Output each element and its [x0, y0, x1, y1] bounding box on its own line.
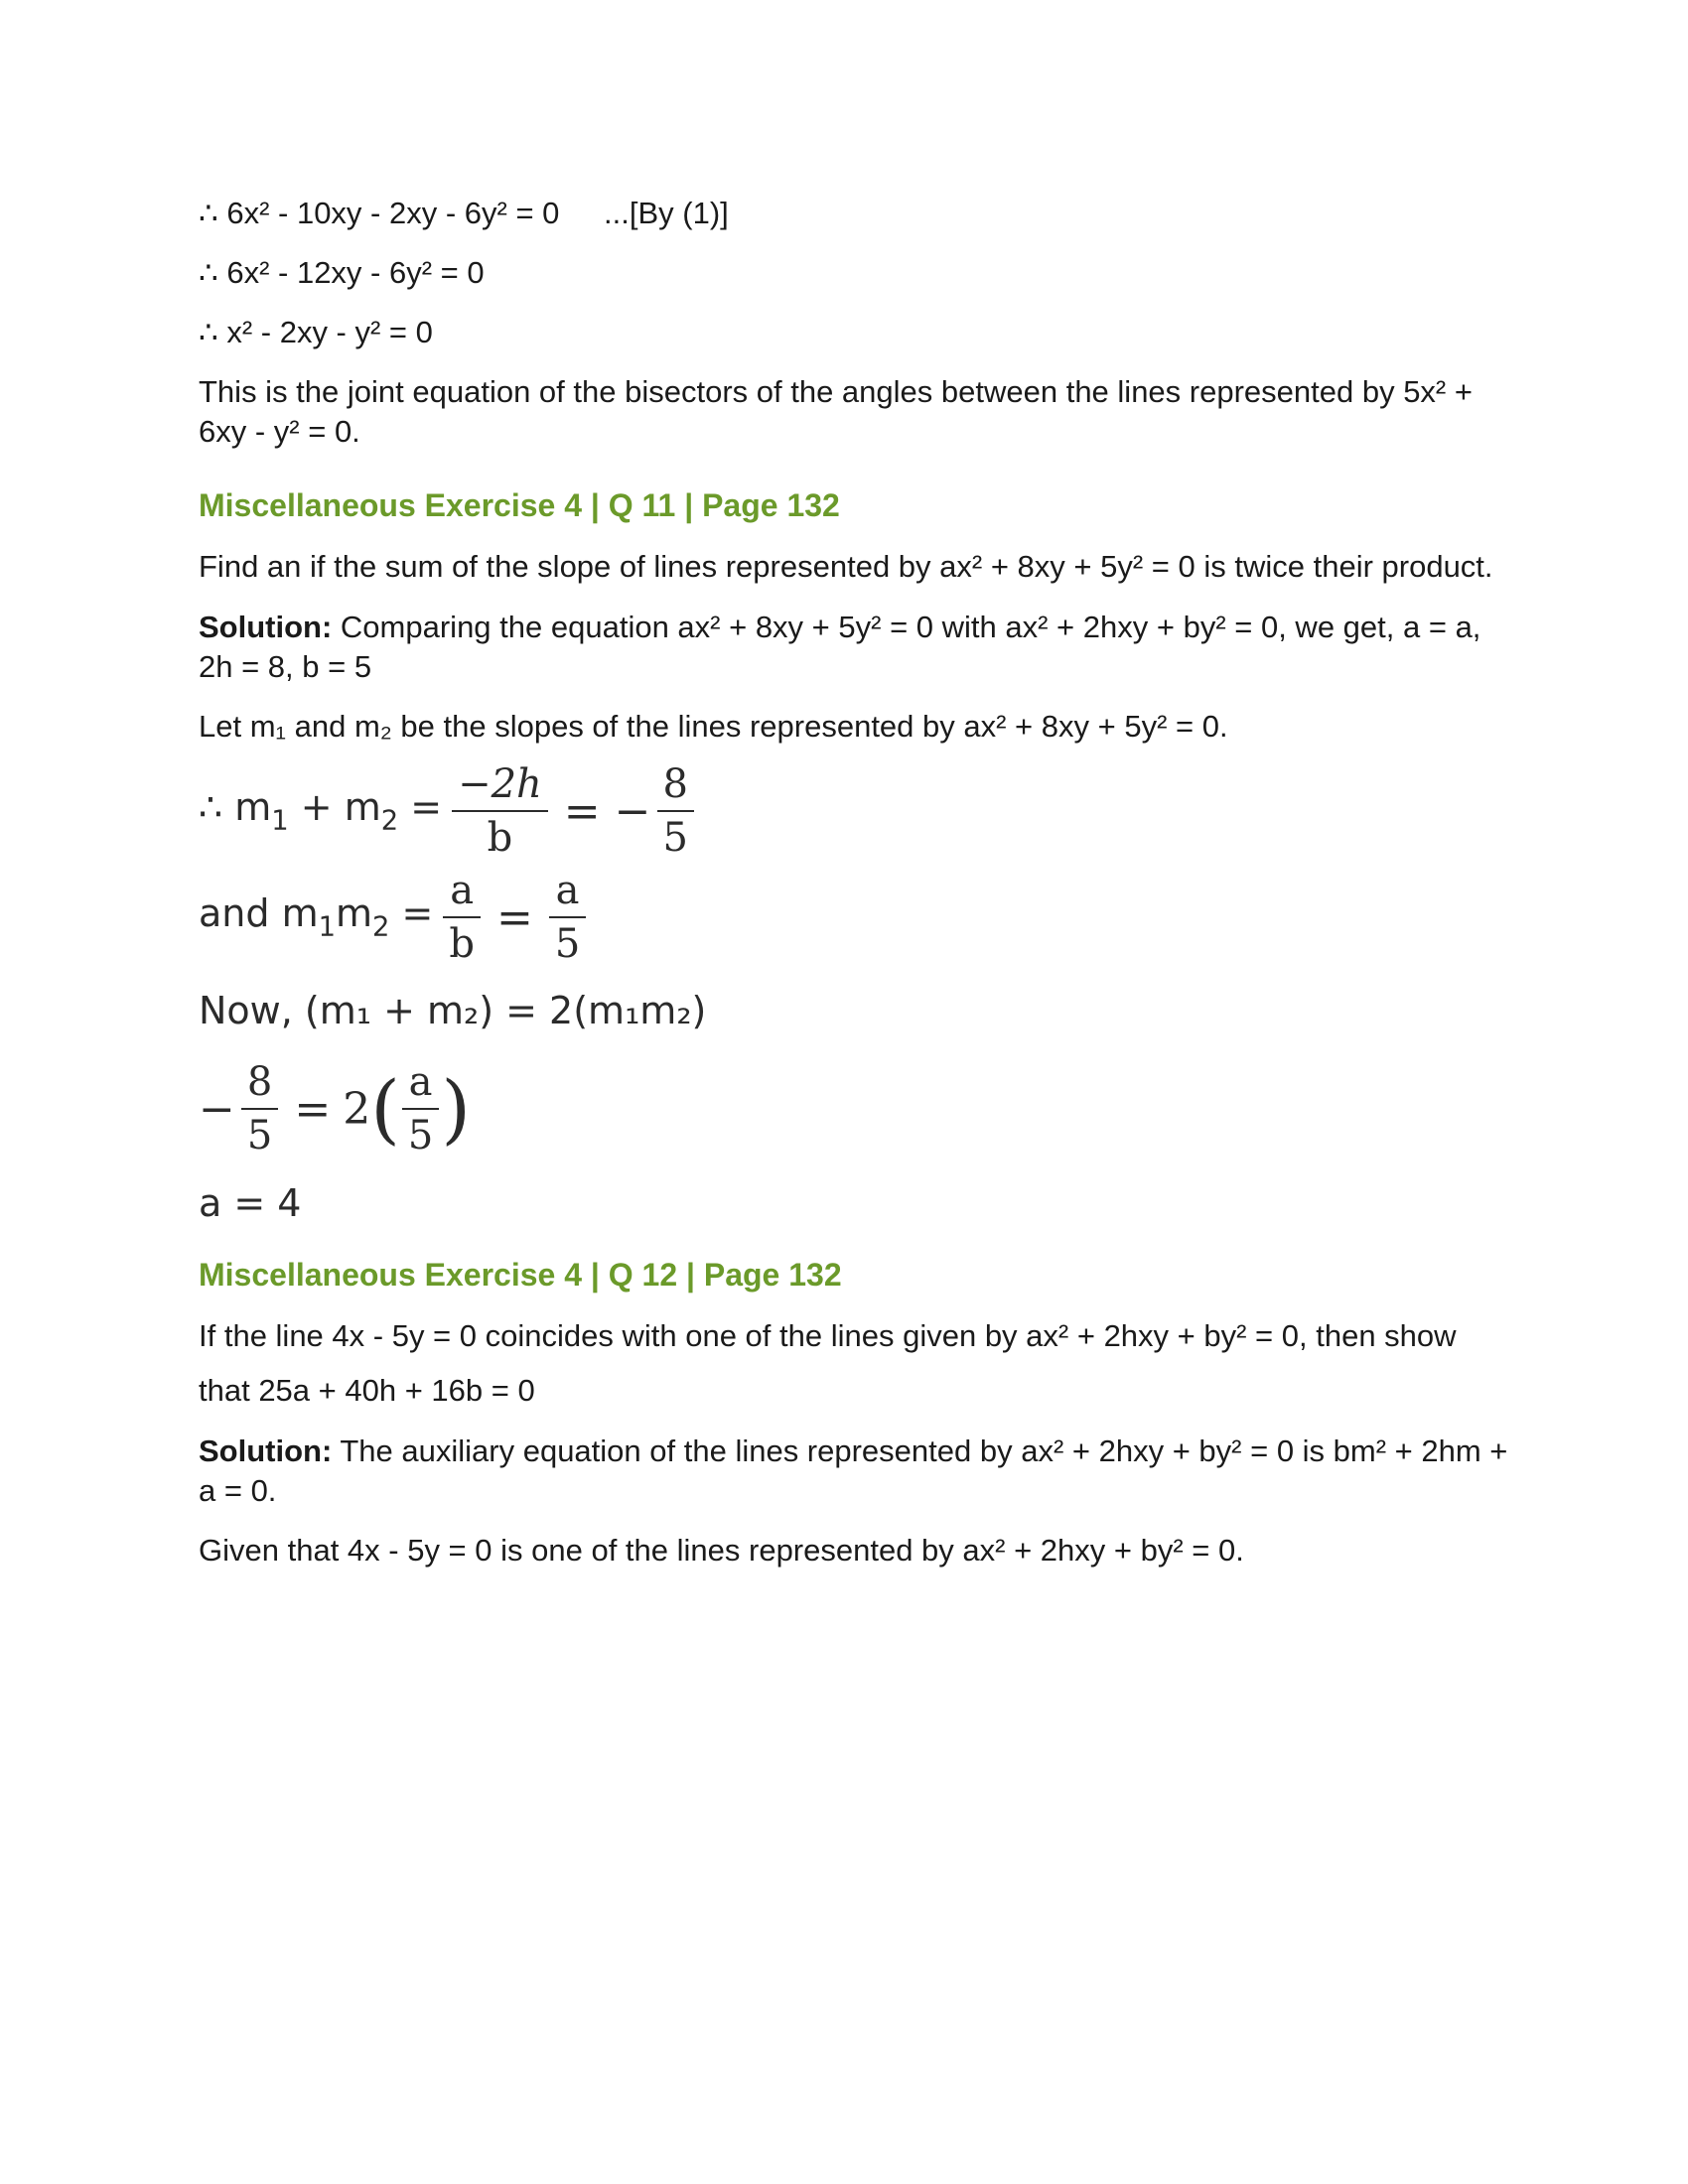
solve-coefficient: 2: [343, 1083, 371, 1135]
step-1-ref: ...[By (1)]: [604, 196, 729, 230]
q12-solution: [199, 1432, 1509, 1511]
step-line-1: [199, 194, 1509, 233]
q11-solution-text: Comparing the equation ax² + 8xy + 5y² = 0 with ax² + 2hxy + by² = 0, we get, a = a, 2h = 8, b = 5: [199, 610, 1481, 684]
q12-question: If the line 4x - 5y = 0 coincides with one of the lines given by ax² + 2hxy + by² = 0, then show that 25a + 40h + 16b = 0: [199, 1318, 1457, 1408]
bisector-note: This is the joint equation of the bisectors of the angles between the lines represented by 5x² + 6xy - y² = 0.: [199, 374, 1473, 449]
step-1-text: ∴ 6x² - 10xy - 2xy - 6y² = 0: [199, 196, 560, 230]
q12-heading: Miscellaneous Exercise 4 | Q 12 | Page 132: [199, 1257, 842, 1293]
slope-product-fraction-1: $\frac{a}{b}$: [443, 865, 481, 970]
q11-slopes-line: Let m₁ and m₂ be the slopes of the lines represented by ax² + 8xy + 5y² = 0.: [199, 709, 1228, 744]
q12-solution-text: The auxiliary equation of the lines represented by ax² + 2hxy + by² = 0 is bm² + 2hm + a = 0.: [199, 1433, 1508, 1508]
now-equation: Now, (m₁ + m₂) = 2(m₁m₂): [199, 989, 707, 1032]
solve-fraction-left: $\frac{8}{5}$: [241, 1056, 278, 1161]
q11-question: Find an if the sum of the slope of lines represented by ax² + 8xy + 5y² = 0 is twice their product.: [199, 549, 1493, 584]
q11-answer: a = 4: [199, 1181, 302, 1225]
q12-solution-label: Solution:: [199, 1433, 333, 1468]
slope-sum-equation: ∴ $m_1 + m_2$ = $\frac{-2h}{b}$ = − $\frac{8}{5}$: [199, 758, 1509, 864]
solve-equation: − $\frac{8}{5}$ = 2 ( $\frac{a}{5}$ ): [199, 1054, 1509, 1163]
step-line-2: ∴ 6x² - 12xy - 6y² = 0: [199, 255, 485, 290]
solve-fraction-inner: $\frac{a}{5}$: [402, 1056, 439, 1161]
step-line-3: ∴ x² - 2xy - y² = 0: [199, 315, 433, 349]
slope-sum-fraction-2: $\frac{8}{5}$: [657, 758, 694, 864]
q12-given-line: Given that 4x - 5y = 0 is one of the lines represented by ax² + 2hxy + by² = 0.: [199, 1533, 1244, 1568]
slope-product-equation: and $m_1m_2$ = $\frac{a}{b}$ = $\frac{a}{5}$: [199, 864, 1509, 971]
slope-product-fraction-2: $\frac{a}{5}$: [549, 865, 586, 970]
slope-product-lhs: and $m_1m_2$ =: [199, 891, 434, 943]
slope-sum-fraction-1: $\frac{-2h}{b}$: [452, 758, 548, 864]
q11-heading: Miscellaneous Exercise 4 | Q 11 | Page 132: [199, 487, 840, 523]
q11-solution-label: Solution:: [199, 610, 333, 644]
slope-sum-lhs: ∴ $m_1 + m_2$ =: [199, 785, 443, 837]
document-page: [199, 194, 1509, 1570]
q11-solution: [199, 608, 1509, 687]
